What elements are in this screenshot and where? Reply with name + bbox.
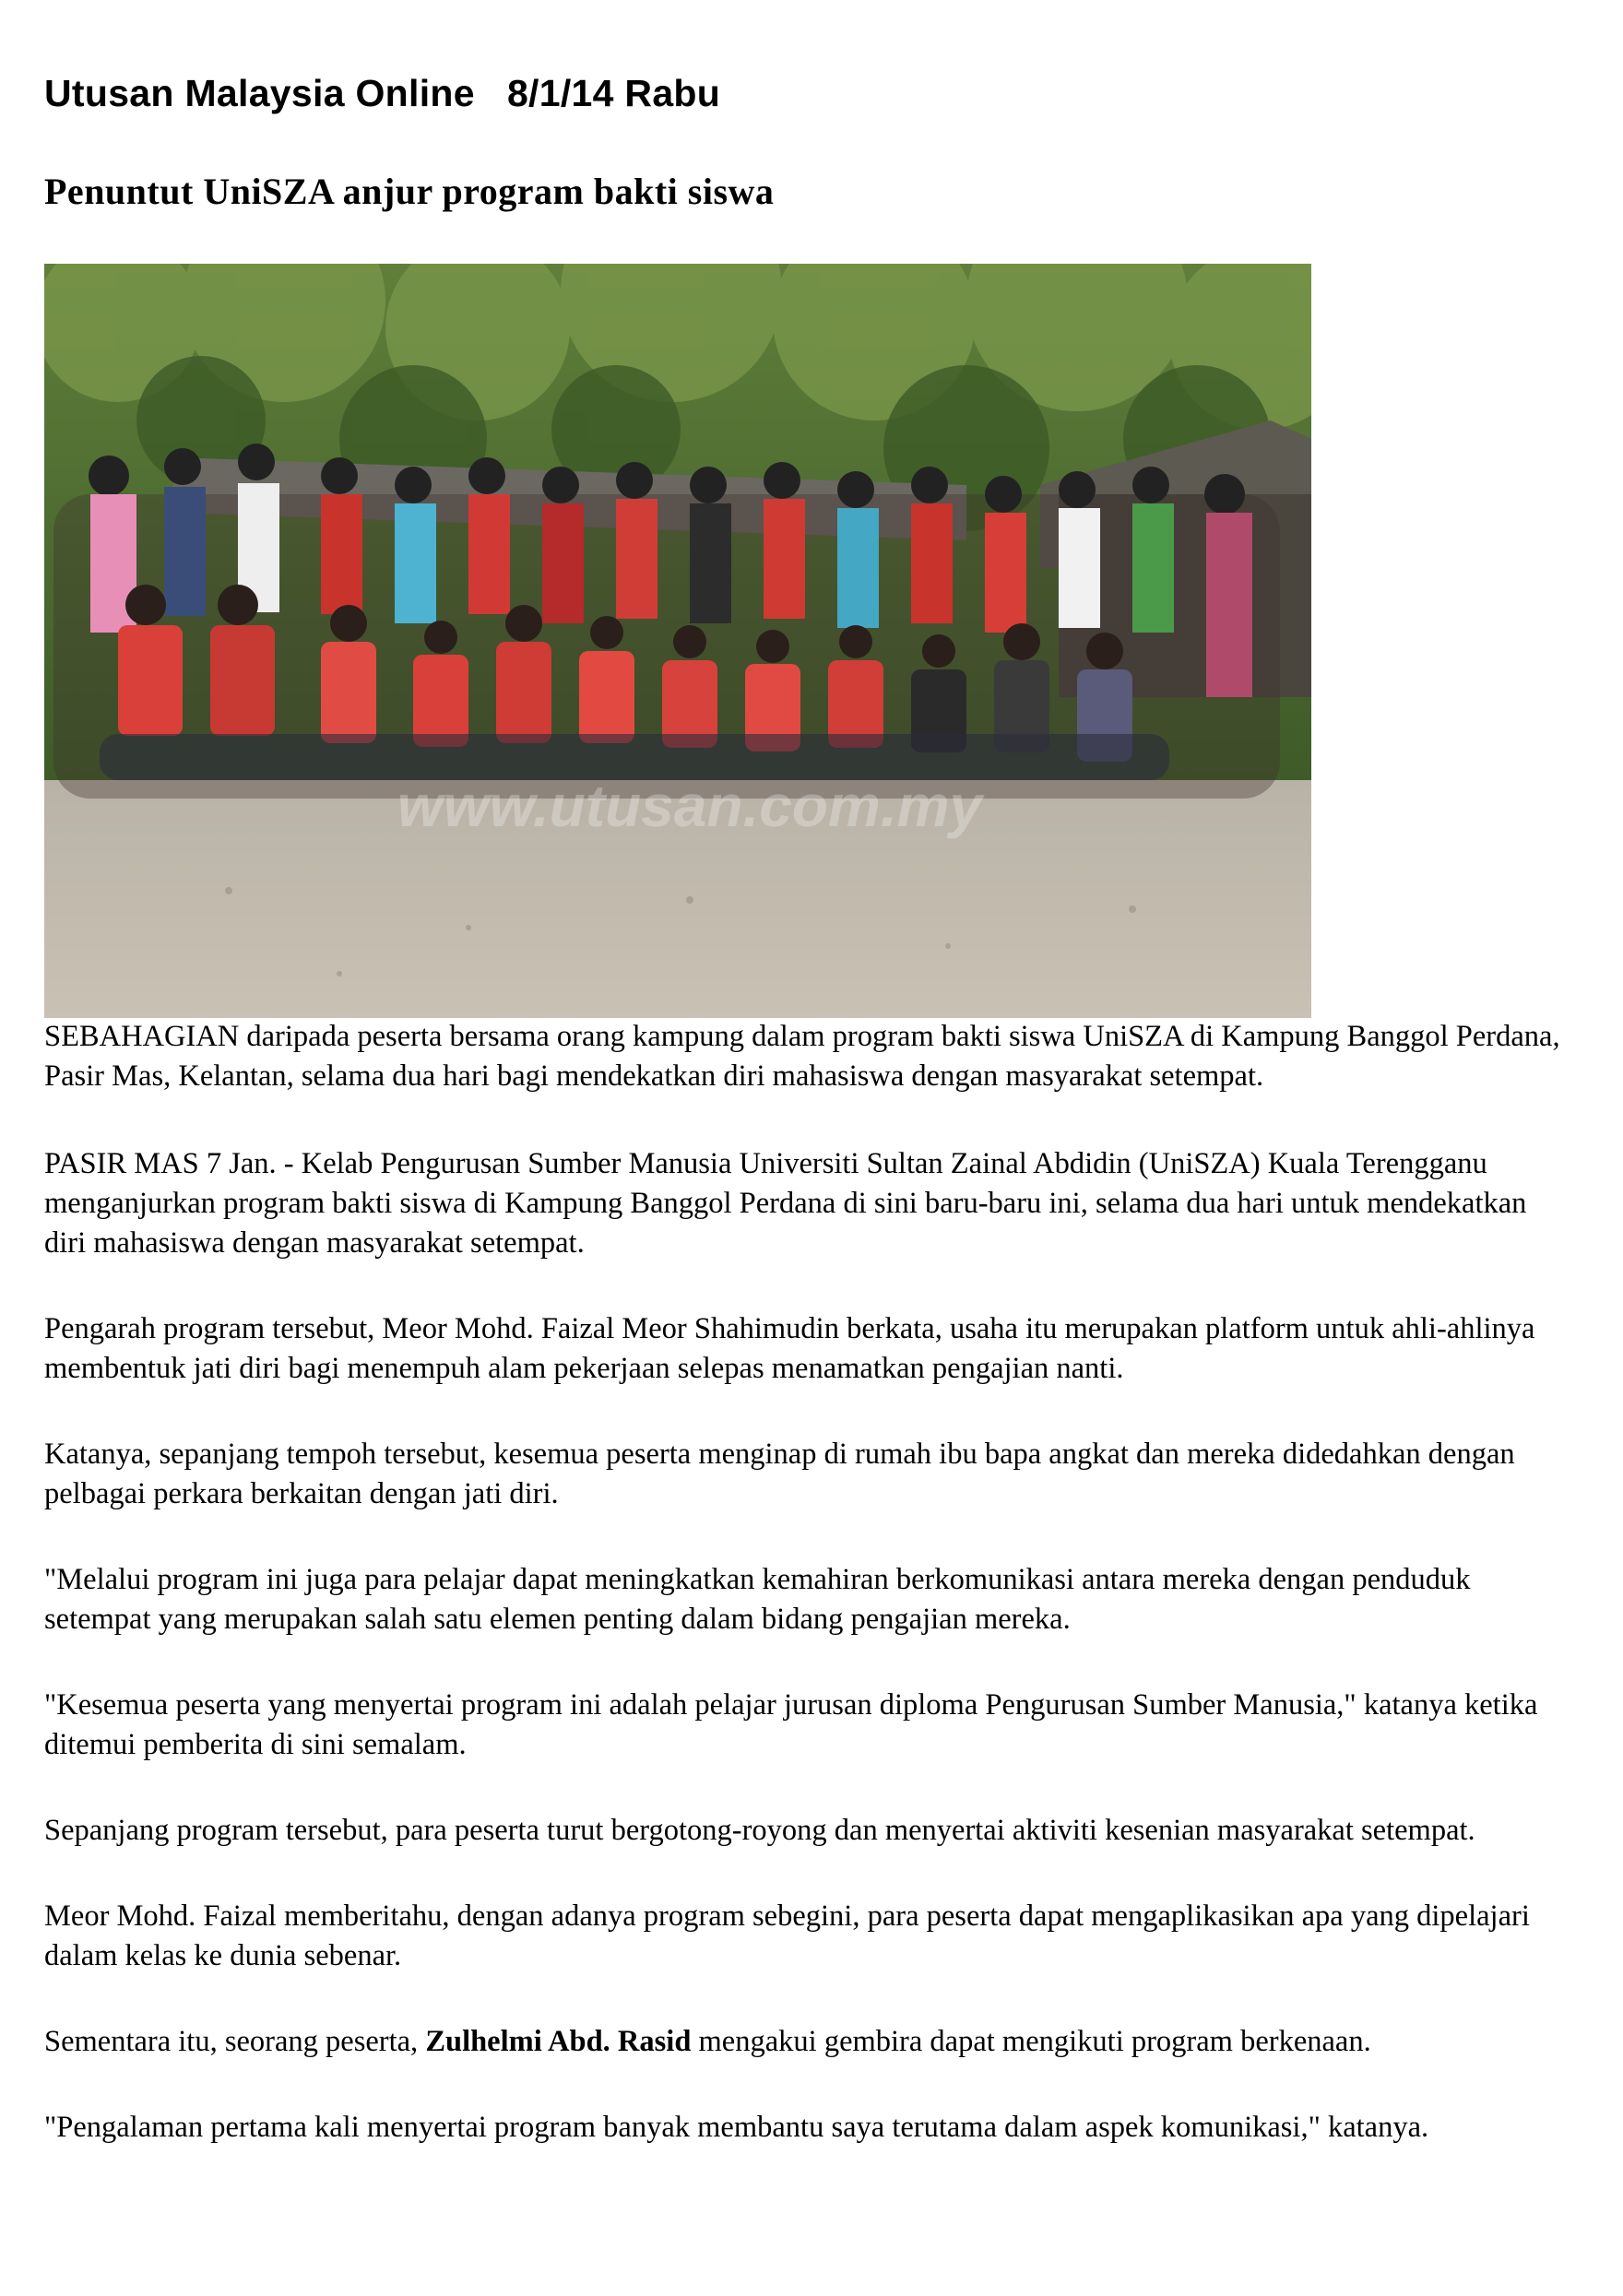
masthead: [44, 72, 720, 115]
paragraph: Meor Mohd. Faizal memberitahu, dengan adanya program sebegini, para peserta dapat mengaplikasikan apa yang dipelajari dalam kelas ke dunia sebenar.: [44, 1900, 1530, 1972]
article-body: [44, 1017, 1566, 2194]
paragraph: PASIR MAS 7 Jan. - Kelab Pengurusan Sumber Manusia Universiti Sultan Zainal Abdidin (UniSZA) Kuala Terengganu menganjurkan program bakti siswa di Kampung Banggol Perdana di sini baru-baru ini, selama dua hari untuk mendekatkan diri mahasiswa dengan masyarakat setempat.: [44, 1147, 1527, 1260]
group-photo: [44, 264, 1311, 1018]
paragraph-participant-quote: [44, 2022, 1566, 2062]
paragraph: "Melalui program ini juga para pelajar dapat meningkatkan kemahiran berkomunikasi antara mereka dengan penduduk setempat yang merupakan salah satu elemen penting dalam bidang pengajian mereka.: [44, 1563, 1471, 1636]
publication-date: 8/1/14 Rabu: [506, 72, 721, 114]
article-headline: Penuntut UniSZA anjur program bakti siswa: [44, 171, 775, 212]
paragraph: "Kesemua peserta yang menyertai program ini adalah pelajar jurusan diploma Pengurusan Sumber Manusia," katanya ketika ditemui pemberita di sini semalam.: [44, 1688, 1538, 1761]
paragraph: Katanya, sepanjang tempoh tersebut, kesemua peserta menginap di rumah ibu bapa angkat dan mereka didedahkan dengan pelbagai perkara berkaitan dengan jati diri.: [44, 1438, 1515, 1510]
paragraph: Sepanjang program tersebut, para peserta turut bergotong-royong dan menyertai aktiviti kesenian masyarakat setempat.: [44, 1814, 1475, 1847]
participant-name: Zulhelmi Abd. Rasid: [425, 2025, 692, 2058]
photo-watermark: www.utusan.com.my: [397, 773, 983, 839]
paragraph: "Pengalaman pertama kali menyertai program banyak membantu saya terutama dalam aspek komunikasi," katanya.: [44, 2111, 1429, 2144]
paragraph-text: Sementara itu, seorang peserta,: [44, 2025, 426, 2058]
group-photo-image: [44, 264, 1311, 1018]
publication-name: Utusan Malaysia Online: [44, 72, 475, 114]
paragraph-text: mengakui gembira dapat mengikuti program berkenaan.: [691, 2025, 1371, 2058]
photo-caption: SEBAHAGIAN daripada peserta bersama orang kampung dalam program bakti siswa UniSZA di Kampung Banggol Perdana, Pasir Mas, Kelantan, selama dua hari bagi mendekatkan diri mahasiswa dengan masyarakat setempat.: [44, 1020, 1560, 1093]
paragraph: Pengarah program tersebut, Meor Mohd. Faizal Meor Shahimudin berkata, usaha itu merupakan platform untuk ahli-ahlinya membentuk jati diri bagi menempuh alam pekerjaan selepas menamatkan pengajian nanti.: [44, 1312, 1535, 1385]
